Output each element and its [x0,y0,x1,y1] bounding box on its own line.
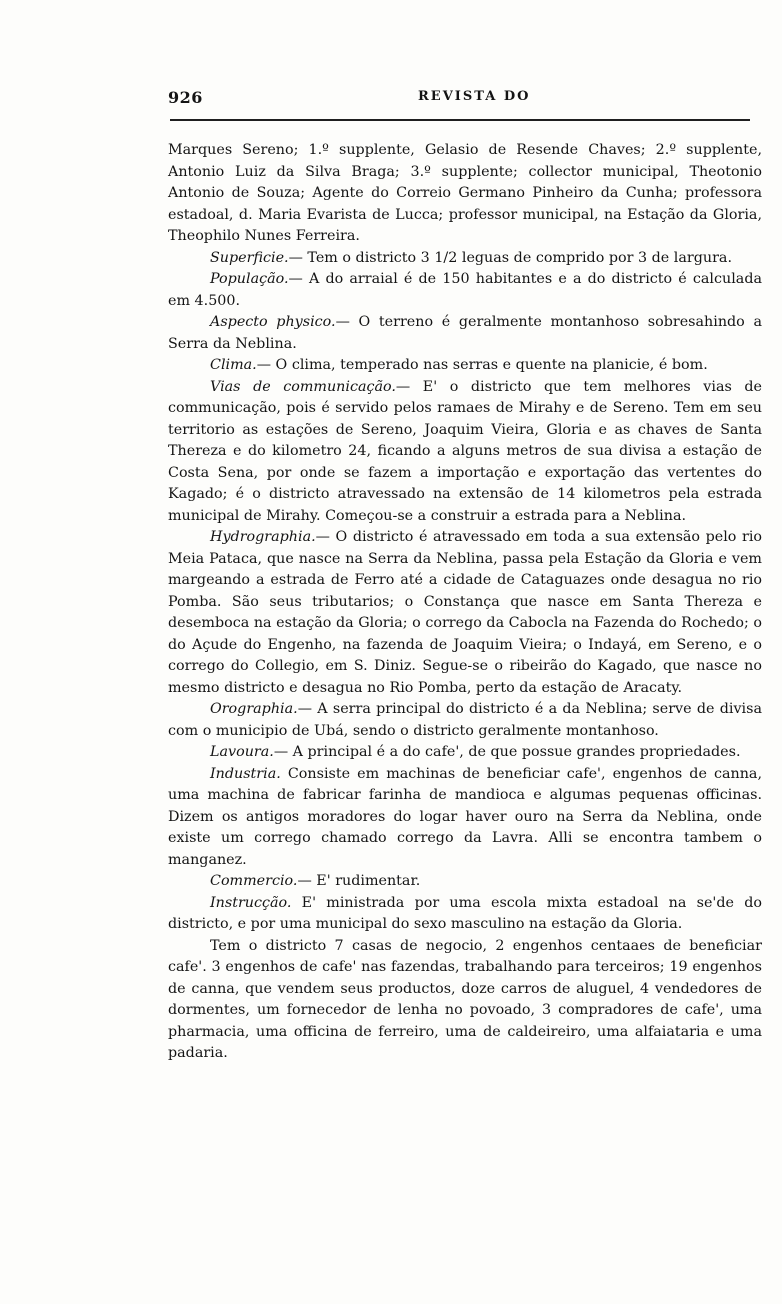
paragraph-text: — A do arraial é de 150 habitantes e a do districto é calculada em 4.500. [168,271,762,309]
paragraph-term: Superficie. [210,249,289,266]
paragraph-text: — A serra principal do districto é a da Neblina; serve de divisa com o municipio de Ubá, sendo o districto geralmente montanhoso. [168,701,762,739]
paragraph-term: Vias de communicação. [210,378,396,395]
page-number: 926 [168,88,203,107]
paragraph-vias [168,377,762,528]
paragraph-term: Instrucção. [210,894,292,911]
paragraph-term: Clima. [210,357,257,373]
paragraph-text: E' ministrada por uma escola mixta estadoal na se'de do districto, e por uma municipal do sexo masculino na estação da Gloria. [168,894,762,932]
paragraph-text: — O districto é atravessado em toda a sua extensão pelo rio Meia Pataca, que nasce na Serra da Neblina, passa pela Estação da Gloria e vem margeando a estrada de Ferro até a cidade de Cataguazes onde desagua no rio Pomba. São seus tributarios; o Constança que nasce em Santa Thereza e desemboca na estação da Gloria; o corrego da Cabocla na Fazenda do Rochedo; o do Açude do Engenho, na fazenda de Joaquim Vieira; o Indayá, em Sereno, e o corrego do Collegio, em S. Diniz. Segue-se o ribeirão do Kagado, que nasce no mesmo districto e desagua no Rio Pomba, perto da estação de Aracaty. [168,529,762,696]
paragraph-term: Orographia. [210,701,298,717]
running-head: REVISTA DO [418,89,531,104]
paragraph-text: — E' o districto que tem melhores vias de communicação, pois é servido pelos ramaes de Mirahy e de Sereno. Tem em seu territorio as estações de Sereno, Joaquim Vieira, Gloria e as chaves de Santa Thereza e do kilometro 24, ficando a alguns metros de sua divisa a estação de Costa Sena, por onde se fazem a importação e exportação das vertentes do Kagado; é o districto atravessado na extensão de 14 kilometros pela estrada municipal de Mirahy. Começou-se a construir a estrada para a Neblina. [168,378,762,524]
paragraph-text: — E' rudimentar. [297,873,421,889]
paragraph-commercio [168,871,762,893]
paragraph-hydrographia [168,527,762,699]
paragraph-term: Aspecto physico. [210,314,336,330]
paragraph-term: Hydrographia. [210,529,316,545]
paragraph-clima [168,355,762,377]
paragraph-text: — Tem o districto 3 1/2 leguas de comprido por 3 de largura. [288,249,732,266]
paragraph-orographia [168,699,762,742]
paragraph-instruccao [168,893,762,936]
paragraph-lavoura [168,742,762,764]
header-rule [170,119,750,121]
paragraph-term: Lavoura. [210,744,274,760]
page-header [168,88,750,112]
paragraph-text: — O clima, temperado nas serras e quente na planicie, é bom. [256,357,708,373]
paragraph-term: Commercio. [210,873,298,889]
paragraph-text: — A principal é a do cafe', de que possue grandes propriedades. [273,744,741,760]
paragraph-aspecto [168,312,762,355]
body-text [168,140,762,1065]
paragraph-superficie [168,248,762,270]
paragraph-text: Consiste em machinas de beneficiar cafe', engenhos de canna, uma machina de fabricar farinha de mandioca e algumas pequenas officinas. Dizem os antigos moradores do logar haver ouro na Serra da Neblina, onde existe um corrego chamado corrego da Lavra. Alli se encontra tambem o manganez. [168,765,762,868]
paragraph-officials [168,140,762,248]
paragraph-term: População. [210,271,289,287]
paragraph-text: — O terreno é geralmente montanhoso sobresahindo a Serra da Neblina. [168,314,762,352]
paragraph-text: Tem o districto 7 casas de negocio, 2 engenhos centaaes de beneficiar cafe'. 3 engenhos de cafe' nas fazendas, trabalhando para terceiros; 19 engenhos de canna, que vendem seus productos, doze carros de aluguel, 4 vendedores de dormentes, um fornecedor de lenha no povoado, 3 compradores de cafe', uma pharmacia, uma officina de ferreiro, uma de caldeireiro, uma alfaiataria e uma padaria. [168,937,762,1061]
paragraph-negocios [168,936,762,1065]
paragraph-term: Industria. [210,765,281,782]
paragraph-industria [168,764,762,872]
paragraph-populacao [168,269,762,312]
paragraph-text: Marques Sereno; 1.º supplente, Gelasio de Resende Chaves; 2.º supplente, Antonio Luiz da Silva Braga; 3.º supplente; collector municipal, Theotonio Antonio de Souza; Agente do Correio Germano Pinheiro da Cunha; professora estadoal, d. Maria Evarista de Lucca; professor municipal, na Estação da Gloria, Theophilo Nunes Ferreira. [168,142,762,244]
